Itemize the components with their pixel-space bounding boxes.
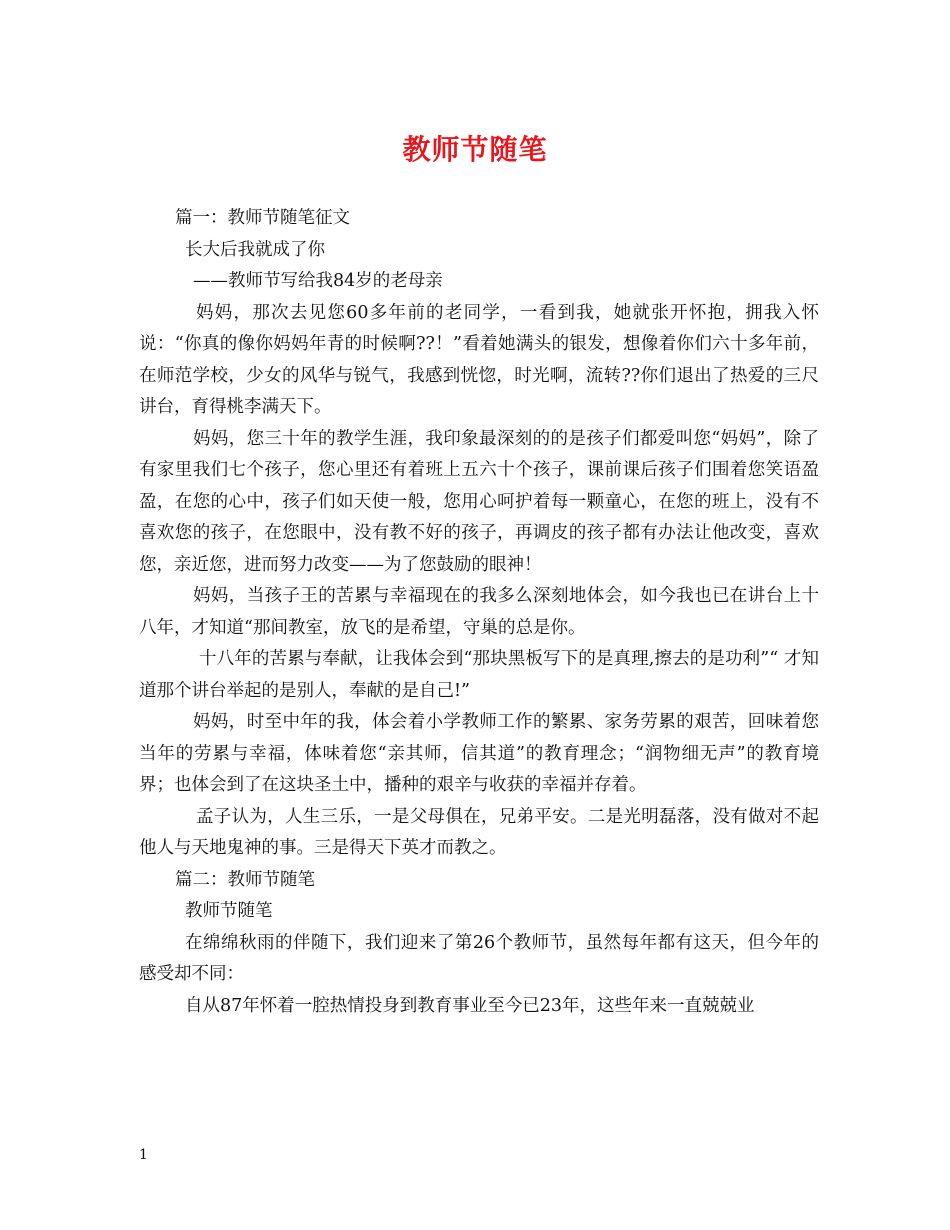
section-heading-2: 篇二：教师节随笔 xyxy=(175,869,315,890)
paragraph: 妈妈，您三十年的教学生涯，我印象最深刻的的是孩子们都爱叫您“妈妈”，除了有家里我们七个孩子，您心里还有着班上五六十个孩子，课前课后孩子们围着您笑语盈盈，在您的心中，孩子们如天使一般，您用心呵护着每一颗童心，在您的班上，没有不喜欢您的孩子，在您眼中，没有教不好的孩子，再调皮的孩子都有办法让他改变，喜欢您，亲近您，进而努力改变——为了您鼓励的眼神！ xyxy=(139,428,819,575)
page-number: 1 xyxy=(139,1147,148,1163)
section-heading-1: 篇一：教师节随笔征文 xyxy=(175,208,350,228)
paragraph: 在绵绵秋雨的伴随下，我们迎来了第26个教师节，虽然每年都有这天，但今年的感受却不同： xyxy=(139,932,819,984)
paragraph: 妈妈，时至中年的我，体会着小学教师工作的繁累、家务劳累的艰苦，回味着您当年的劳累与幸福，体味着您“亲其师，信其道”的教育理念；“润物细无声”的教育境界；也体会到了在这块圣土中，播种的艰辛与收获的幸福并存着。 xyxy=(139,712,819,795)
paragraph: 自从87年怀着一腔热情投身到教育事业至今已23年，这些年来一直兢兢业 xyxy=(185,995,755,1016)
document-body xyxy=(139,203,819,1022)
paragraph: 妈妈，那次去见您60多年前的老同学，一看到我，她就张开怀抱，拥我入怀说：“你真的像你妈妈年青的时候啊??！”看着她满头的银发，想像着你们六十多年前，在师范学校，少女的风华与锐气，我感到恍惚，时光啊，流转??你们退出了热爱的三尺讲台，育得桃李满天下。 xyxy=(139,302,819,417)
paragraph: 妈妈，当孩子王的苦累与幸福现在的我多么深刻地体会，如今我也已在讲台上十八年，才知道“那间教室，放飞的是希望，守巢的总是你。 xyxy=(139,586,819,638)
document-title: 教师节随笔 xyxy=(402,133,548,166)
paragraph: 孟子认为，人生三乐，一是父母俱在，兄弟平安。二是光明磊落，没有做对不起他人与天地鬼神的事。三是得天下英才而教之。 xyxy=(139,806,819,858)
essay-title: 长大后我就成了你 xyxy=(185,239,325,260)
essay-subtitle: ——教师节写给我84岁的老母亲 xyxy=(193,271,443,291)
essay-title: 教师节随笔 xyxy=(185,901,273,921)
paragraph: 十八年的苦累与奉献，让我体会到“那块黑板写下的是真理,擦去的是功利”“ 才知道那个讲台举起的是别人，奉献的是自己!” xyxy=(139,649,819,701)
